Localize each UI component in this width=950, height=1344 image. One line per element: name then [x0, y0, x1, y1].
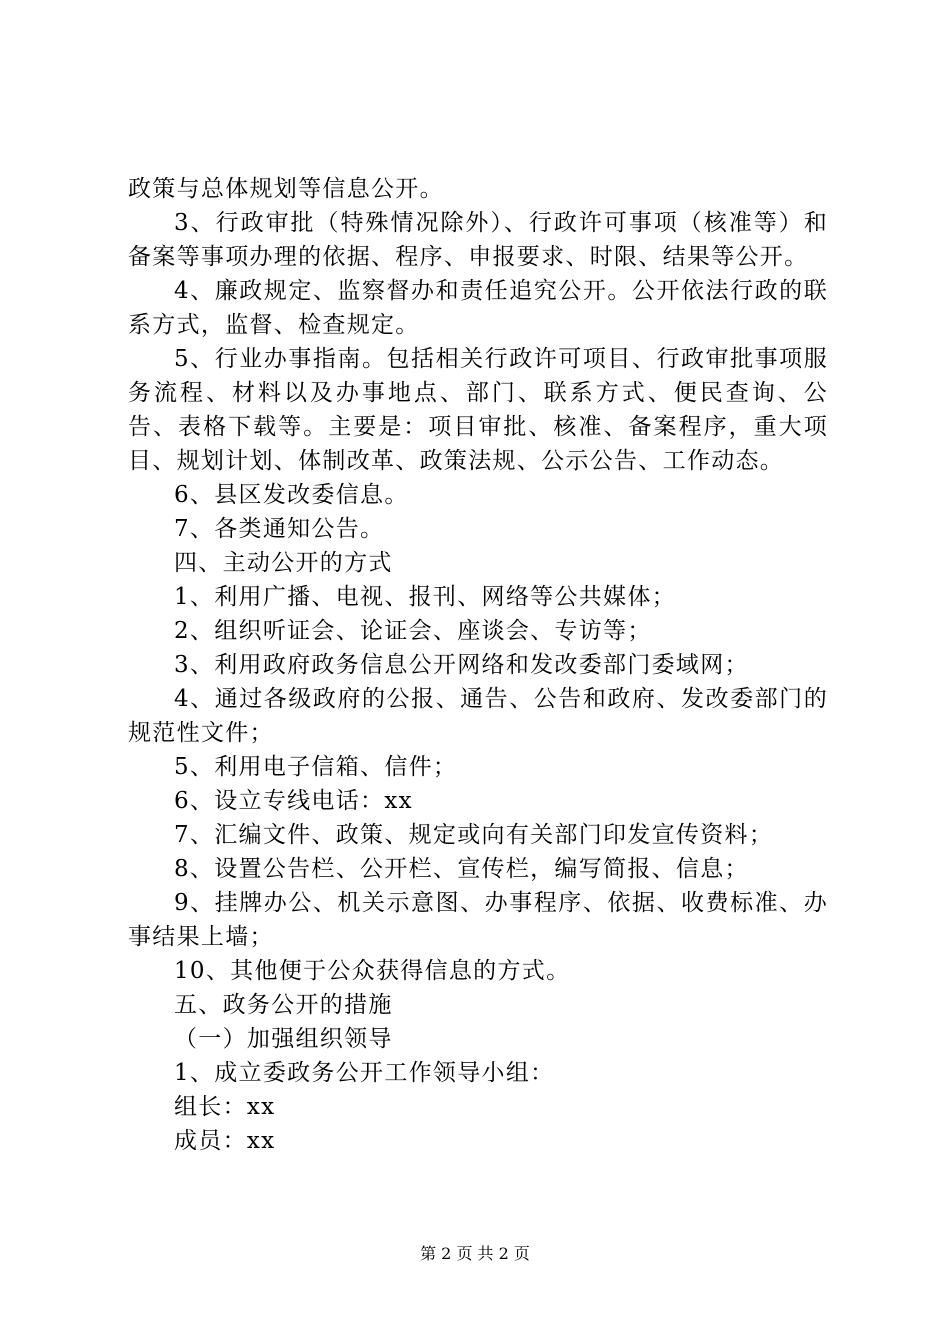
paragraph-2: 3、行政审批（特殊情况除外）、行政许可事项（核准等）和备案等事项办理的依据、程序、申报要求、时限、结果等公开。 [128, 210, 828, 270]
paragraph-13: 6、设立专线电话：xx [174, 788, 413, 814]
paragraph-10: 3、利用政府政务信息公开网络和发改委部门委域网； [174, 652, 749, 678]
section-heading-5: 五、政务公开的措施 [174, 992, 393, 1018]
paragraph-12: 5、利用电子信箱、信件； [174, 754, 458, 780]
paragraph-14: 7、汇编文件、政策、规定或向有关部门印发宣传资料； [174, 822, 774, 848]
paragraph-20: 1、成立委政务公开工作领导小组： [174, 1060, 555, 1086]
paragraph-15: 8、设置公告栏、公开栏、宣传栏，编写简报、信息； [174, 856, 749, 882]
paragraph-22: 成员：xx [174, 1128, 276, 1154]
paragraph-5: 6、县区发改委信息。 [174, 482, 409, 508]
paragraph-8: 1、利用广播、电视、报刊、网络等公共媒体； [174, 584, 676, 610]
paragraph-6: 7、各类通知公告。 [174, 516, 385, 542]
document-body [128, 172, 828, 1158]
paragraph-4: 5、行业办事指南。包括相关行政许可项目、行政审批事项服务流程、材料以及办事地点、部门、联系方式、便民查询、公告、表格下载等。主要是：项目审批、核准、备案程序，重大项目、规划计划、体制改革、政策法规、公示公告、工作动态。 [128, 346, 828, 474]
paragraph-11: 4、通过各级政府的公报、通告、公告和政府、发改委部门的规范性文件； [128, 686, 828, 746]
subsection-heading-1: （一）加强组织领导 [174, 1026, 393, 1052]
section-heading-4: 四、主动公开的方式 [174, 550, 393, 576]
paragraph-9: 2、组织听证会、论证会、座谈会、专访等； [174, 618, 652, 644]
paragraph-17: 10、其他便于公众获得信息的方式。 [174, 958, 571, 984]
paragraph-21: 组长：xx [174, 1094, 276, 1120]
page-footer: 第 2 页 共 2 页 [420, 1244, 530, 1263]
paragraph-16: 9、挂牌办公、机关示意图、办事程序、依据、收费标准、办事结果上墙； [128, 890, 828, 950]
paragraph-3: 4、廉政规定、监察督办和责任追究公开。公开依法行政的联系方式，监督、检查规定。 [128, 278, 828, 338]
paragraph-1: 政策与总体规划等信息公开。 [128, 176, 444, 202]
